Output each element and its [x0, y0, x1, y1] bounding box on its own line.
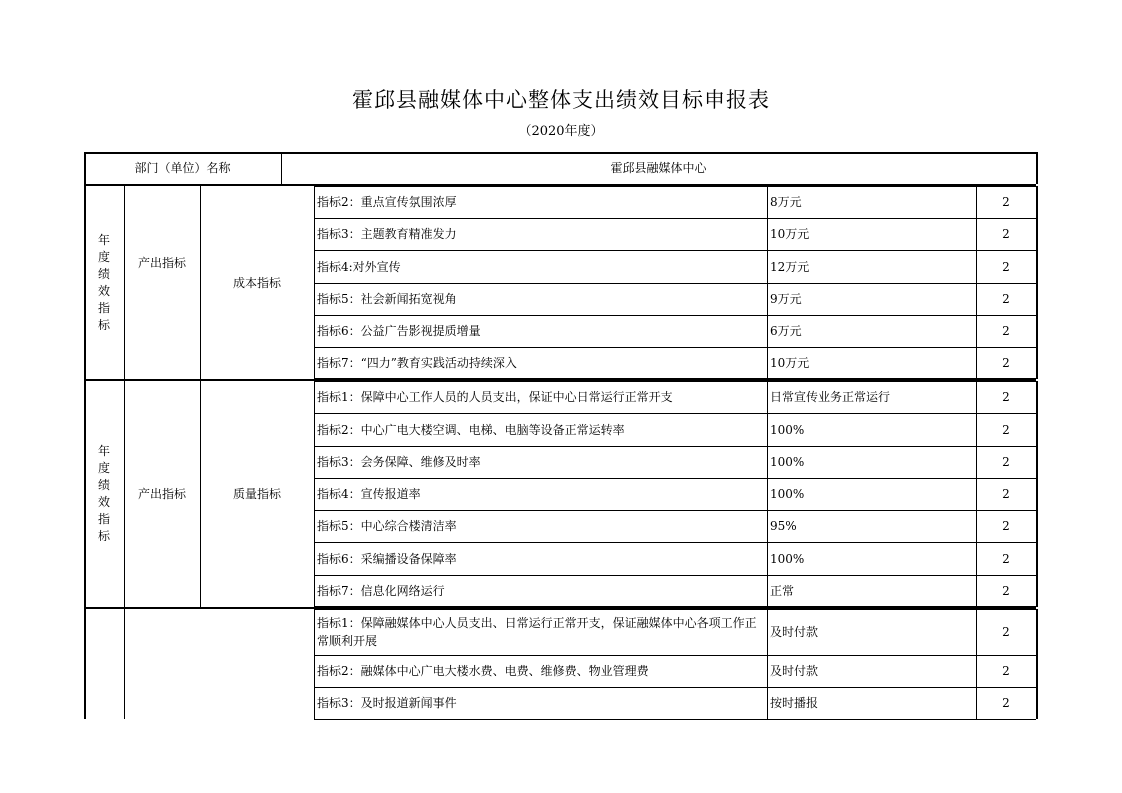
score-value: 2	[1002, 422, 1010, 437]
target-value: 12万元	[770, 259, 810, 274]
score-value: 2	[1002, 519, 1010, 533]
table-rule	[314, 606, 1036, 607]
target-value: 100%	[770, 551, 805, 566]
group-heading-cell	[84, 186, 124, 379]
indicator-text: 指标3：及时报道新闻事件	[317, 696, 457, 710]
target-value: 100%	[770, 422, 805, 437]
indicator-text: 指标6：公益广告影视提质增量	[317, 324, 481, 338]
indicator-text: 指标4：宣传报道率	[317, 487, 421, 501]
primary-indicator: 产出指标	[137, 487, 186, 501]
score-value: 2	[1002, 625, 1010, 639]
score-value: 2	[1002, 356, 1010, 370]
table-rule	[314, 719, 1036, 720]
target-value: 95%	[770, 519, 797, 533]
table-rule	[1036, 609, 1038, 719]
score-value: 2	[1002, 664, 1010, 678]
secondary-indicator	[200, 609, 314, 719]
score-value: 2	[1002, 227, 1010, 241]
group-heading: 年度绩效指标	[97, 232, 110, 332]
target-value: 10万元	[770, 227, 810, 241]
group-heading: 年度绩效指标	[97, 444, 110, 543]
target-value: 9万元	[770, 292, 802, 306]
table-rule	[1036, 152, 1038, 184]
indicator-text: 指标1：保障中心工作人员的人员支出，保证中心日常运行正常开支	[317, 390, 673, 404]
target-value: 6万元	[770, 324, 802, 338]
score-value: 2	[1002, 455, 1010, 469]
indicator-text: 指标2：融媒体中心广电大楼水费、电费、维修费、物业管理费	[317, 664, 649, 678]
indicator-text: 指标7：信息化网络运行	[317, 584, 445, 598]
indicator-text: 指标7：“四力”教育实践活动持续深入	[317, 356, 517, 370]
department-label: 部门（单位）名称	[134, 161, 231, 175]
target-value: 日常宣传业务正常运行	[770, 390, 891, 404]
group-heading-cell	[84, 609, 124, 719]
target-value: 及时付款	[770, 664, 819, 678]
target-value: 正常	[770, 584, 795, 598]
score-value: 2	[1002, 390, 1010, 404]
score-value: 2	[1002, 292, 1010, 306]
table-rule	[1036, 381, 1038, 607]
score-value: 2	[1002, 487, 1010, 501]
score-value: 2	[1002, 696, 1010, 710]
document-subtitle: （2020年度）	[518, 124, 604, 139]
indicator-text: 指标5：社会新闻拓宽视角	[317, 292, 457, 306]
target-value: 及时付款	[770, 625, 819, 639]
document-title: 霍邱县融媒体中心整体支出绩效目标申报表	[352, 88, 770, 112]
secondary-indicator: 质量指标	[232, 487, 281, 501]
primary-indicator	[124, 609, 200, 719]
target-value: 按时播报	[770, 696, 819, 710]
indicator-text: 指标3：会务保障、维修及时率	[317, 455, 481, 469]
score-value: 2	[1002, 259, 1010, 274]
table-rule	[314, 378, 1036, 379]
score-value: 2	[1002, 195, 1010, 209]
group-heading-cell	[84, 381, 124, 607]
score-value: 2	[1002, 324, 1010, 338]
department-name: 霍邱县融媒体中心	[610, 161, 707, 175]
primary-indicator: 产出指标	[137, 255, 186, 270]
secondary-indicator: 成本指标	[232, 275, 281, 290]
target-value: 100%	[770, 487, 805, 501]
target-value: 10万元	[770, 356, 810, 370]
indicator-text: 指标2：重点宣传氛围浓厚	[317, 195, 457, 209]
indicator-text: 指标5：中心综合楼清洁率	[317, 519, 457, 533]
indicator-text: 指标4:对外宣传	[317, 259, 401, 274]
indicator-text: 指标1：保障融媒体中心人员支出、日常运行正常开支，保证融媒体中心各项工作正常顺利开展	[317, 616, 757, 648]
indicator-text: 指标2：中心广电大楼空调、电梯、电脑等设备正常运转率	[317, 422, 625, 437]
target-value: 8万元	[770, 195, 802, 209]
score-value: 2	[1002, 551, 1010, 566]
score-value: 2	[1002, 584, 1010, 598]
indicator-text: 指标3：主题教育精准发力	[317, 227, 457, 241]
table-rule	[1036, 186, 1038, 379]
target-value: 100%	[770, 455, 805, 469]
indicator-text: 指标6：采编播设备保障率	[317, 551, 457, 566]
